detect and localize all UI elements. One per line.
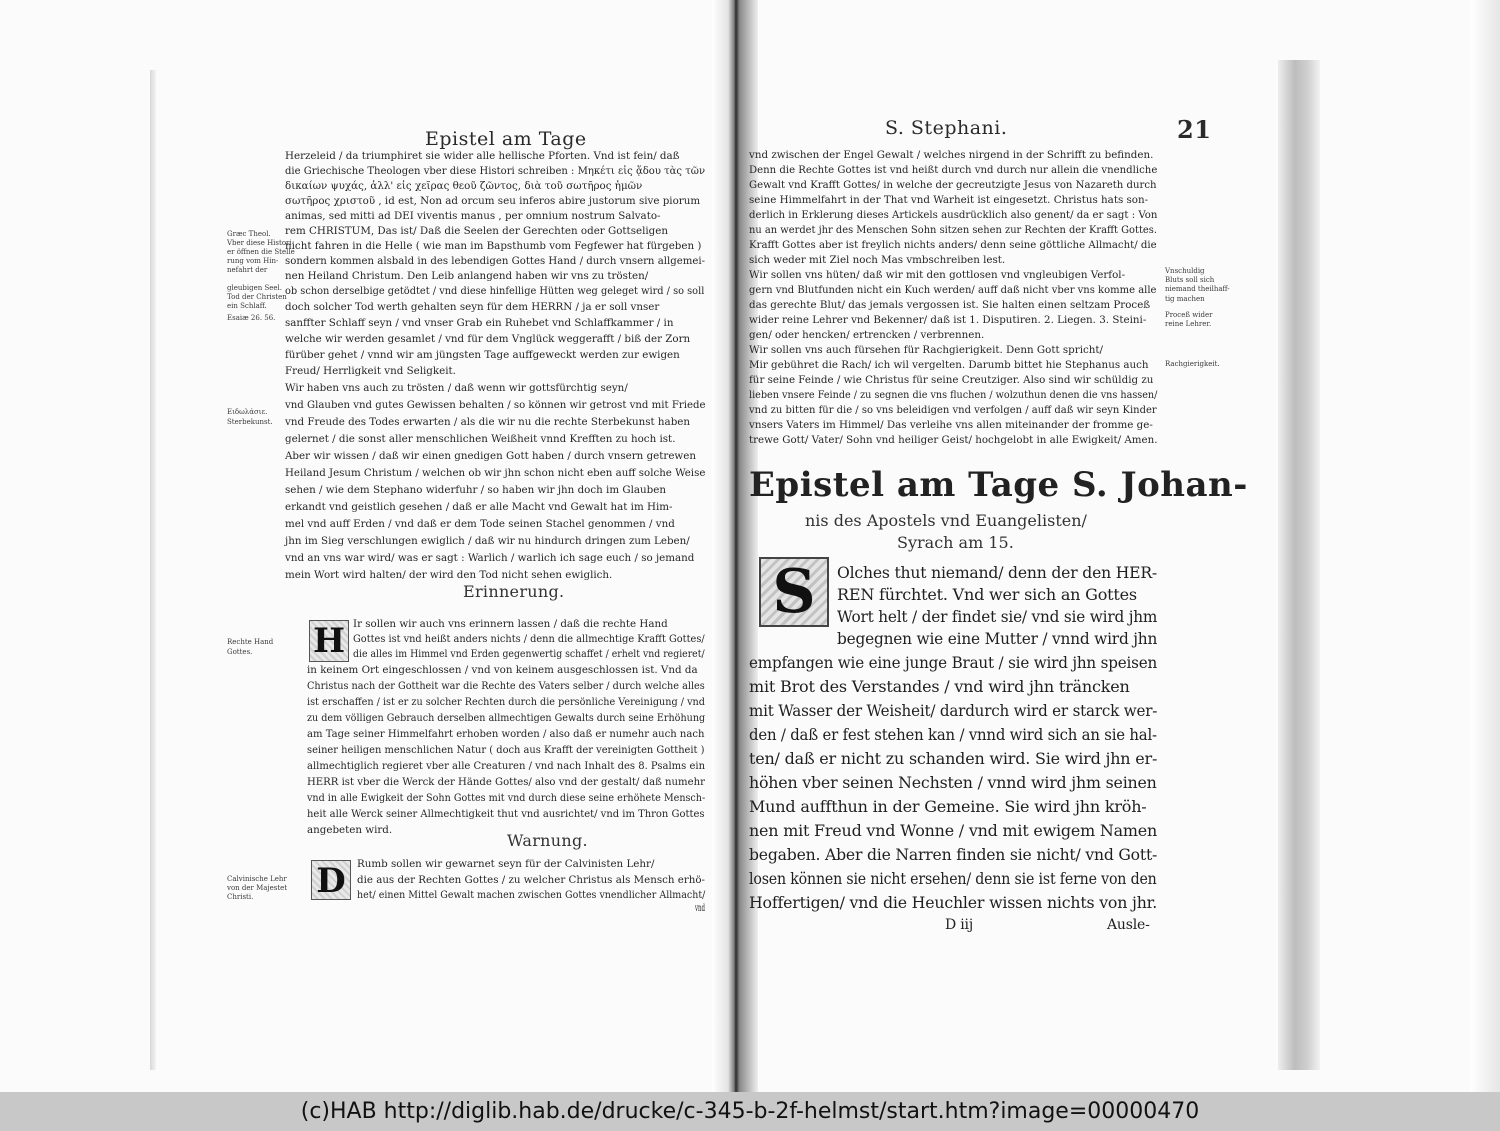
side-note-line: gleubigen Seel.: [227, 284, 282, 292]
text-line: sich weder mit Ziel noch Mas vmbschreiben lest.: [749, 254, 1006, 266]
text-line: Wir haben vns auch zu trösten / daß wenn wir gottsfürchtig seyn/: [285, 382, 628, 394]
side-note-line: reine Lehrer.: [1165, 320, 1212, 328]
text-line: nicht fahren in die Helle ( wie man im Bapsthumb vom Fegfewer hat fürgeben ): [285, 240, 702, 252]
text-line: Wir sollen vns auch fürsehen für Rachgierigkeit. Denn Gott spricht/: [749, 344, 1103, 356]
text-line: nen mit Freud vnd Wonne / vnd mit ewigem Namen: [749, 821, 1158, 840]
epistle-reference: Syrach am 15.: [897, 533, 1014, 552]
side-note-line: Vber diese Histori: [227, 239, 292, 247]
text-line: wider reine Lehrer vnd Bekenner/ daß ist 1. Disputiren. 2. Liegen. 3. Steini-: [749, 314, 1147, 326]
text-line: die alles im Himmel vnd Erden gegenwertig schaffet / erhelt vnd regieret/: [353, 648, 705, 660]
text-line: für seine Feinde / wie Christus für seine Creutziger. Also sind wir schüldig zu: [749, 374, 1154, 386]
left-page: [225, 118, 715, 918]
text-line: begegnen wie eine Mutter / vnnd wird jhn: [837, 629, 1158, 648]
side-note-line: von der Majestet: [227, 884, 288, 892]
text-line: nu an werdet jhr des Menschen Sohn sitzen sehen zur Rechten der Krafft Gottes.: [749, 224, 1157, 236]
text-line: vnd Freude des Todes erwarten / als die wir nu die rechte Sterbekunst haben: [285, 416, 691, 428]
text-line: Wir sollen vns hüten/ daß wir mit den gottlosen vnd vngleubigen Verfol-: [749, 269, 1126, 281]
text-line: vnd an vns war wird/ was er sagt : Warlich / warlich ich sage euch / so jemand: [285, 552, 695, 564]
text-line: die Griechische Theologen vber diese Histori schreiben : Μηκέτι εἰς ᾅδου τὰς τῶν: [285, 165, 706, 177]
text-line: begaben. Aber die Narren finden sie nicht/ vnd Gott-: [749, 845, 1158, 864]
text-line: jhn im Sieg verschlungen ewiglich / daß wir nu hindurch dringen zum Leben/: [285, 535, 690, 547]
epistle-title: Epistel am Tage S. Johan-: [749, 465, 1248, 505]
side-note-line: Ειδωλάσιε.: [227, 408, 268, 416]
text-line: vnd zu bitten für die / so vns beleidigen vnd verfolgen / auff daß wir seyn Kinder: [749, 404, 1157, 416]
side-note-line: tig machen: [1165, 295, 1205, 303]
side-note-line: Rechte Hand: [227, 638, 274, 646]
text-line: gelernet / die sonst aller menschlichen Weißheit vnnd Krefften zu hoch ist.: [285, 433, 676, 445]
text-line: zu dem völligen Gebrauch derselben allmechtigen Gewalts durch seine Erhöhung: [307, 712, 706, 724]
text-line: rem CHRISTUM, Das ist/ Daß die Seelen der Gerechten oder Gottseligen: [285, 225, 668, 237]
text-line: seine Himmelfahrt in der That vnd Warheit ist eingesetzt. Christus hats son-: [749, 194, 1149, 206]
side-note-line: niemand theilhaff-: [1165, 285, 1230, 293]
catchword: Ausle-: [1107, 917, 1150, 933]
text-line: welche wir werden gesamlet / vnd für dem Vnglück weggerafft / biß der Zorn: [285, 333, 691, 345]
text-line: empfangen wie eine junge Braut / sie wird jhn speisen: [749, 653, 1158, 672]
signature-mark: D iij: [945, 917, 973, 933]
text-line: δικαίων ψυχάς, ἀλλ' εἰς χεῖρας θεοῦ ζῶντος, διὰ τοῦ σωτῆρος ἡμῶν: [285, 180, 643, 192]
side-note-line: rung vom Hin-: [227, 257, 279, 265]
text-line: vnd in alle Ewigkeit der Sohn Gottes mit vnd durch diese seine erhöhete Mensch-: [307, 792, 706, 804]
left-page-edge: [150, 70, 156, 1070]
right-page-header: S. Stephani.: [885, 117, 1008, 139]
text-line: das gerechte Blut/ das jemals vergossen ist. Sie halten einen seltzam Proceß: [749, 299, 1151, 311]
text-line: ten/ daß er nicht zu schanden wird. Sie wird jhn er-: [749, 749, 1158, 768]
right-page: [745, 115, 1248, 935]
left-page-header: Epistel am Tage: [425, 128, 587, 150]
text-line: mit Wasser der Weisheit/ dardurch wird er starck wer-: [749, 701, 1158, 720]
text-line: Rumb sollen wir gewarnet seyn für der Calvinisten Lehr/: [357, 858, 655, 870]
right-page-edge: [1278, 60, 1320, 1070]
text-line: in keinem Ort eingeschlossen / vnd von keinem ausgeschlossen ist. Vnd da: [307, 664, 698, 676]
dropcap-s: S: [759, 557, 829, 627]
text-line: ob schon derselbige getödtet / vnd diese hinfellige Hütten weg geleget wird / so soll: [285, 285, 705, 297]
text-line: het/ einen Mittel Gewalt machen zwischen Gottes vnendlicher Allmacht/: [357, 889, 706, 901]
side-note-line: Calvinische Lehr: [227, 875, 287, 883]
text-line: gen/ oder hencken/ ertrencken / verbrennen.: [749, 329, 985, 341]
page-number: 21: [1177, 115, 1212, 144]
text-line: vnd Glauben vnd gutes Gewissen behalten / so können wir getrost vnd mit Friede: [285, 399, 706, 411]
side-note-line: Esaiæ 26. 56.: [227, 314, 276, 322]
dropcap-h: H: [309, 620, 349, 662]
text-line: lieben vnsere Feinde / zu segnen die vns fluchen / wolzuthun denen die vns hassen/: [749, 389, 1158, 401]
text-line: erkandt vnd geistlich gesehen / daß er alle Macht vnd Gewalt hat im Him-: [285, 501, 673, 513]
text-line: Heiland Jesum Christum / welchen ob wir jhn schon nicht eben auff solche Weise: [285, 467, 706, 479]
text-line: höhen vber seinen Nechsten / vnnd wird jhm seinen: [749, 773, 1157, 792]
text-line: fürüber gehet / vnnd wir am jüngsten Tage auffgeweckt werden zur ewigen: [285, 349, 680, 361]
text-line: seiner heiligen menschlichen Natur ( doch aus Krafft der vereinigten Gottheit ): [307, 744, 705, 756]
text-line: ist erschaffen / ist er zu solcher Rechten durch die persönliche Vereinigung / vnd: [307, 696, 705, 708]
side-note-line: Gottes.: [227, 648, 253, 656]
text-line: doch solcher Tod werth gehalten seyn für dem HERRN / ja er soll vnser: [285, 301, 660, 313]
copyright-footer: [0, 1092, 1500, 1131]
footer-text: (c)HAB http://diglib.hab.de/drucke/c-345-b-2f-helmst/start.htm?image=00000470: [300, 1099, 1200, 1124]
text-line: sehen / wie dem Stephano widerfuhr / so haben wir jhn doch im Glauben: [285, 484, 666, 496]
text-line: vnd zwischen der Engel Gewalt / welches nirgend in der Schrifft zu befinden.: [749, 149, 1154, 161]
side-note-line: Bluts soll sich: [1165, 276, 1215, 284]
text-line: mel vnd auff Erden / vnd daß er dem Tode seinen Stachel genommen / vnd: [285, 518, 675, 530]
text-line: Mir gebühret die Rach/ ich wil vergelten. Darumb bittet hie Stephanus auch: [749, 359, 1149, 371]
side-note-line: Rachgierigkeit.: [1165, 360, 1220, 368]
text-line: σωτῆρος χριστοῦ , id est, Non ad orcum seu inferos abire justorum sive piorum: [285, 195, 701, 207]
side-note-line: Græc Theol.: [227, 230, 271, 238]
side-note-line: Vnschuldig: [1165, 267, 1205, 275]
text-line: Mund auffthun in der Gemeine. Sie wird jhn kröh-: [749, 797, 1147, 816]
text-line: heit alle Werck seiner Allmechtigkeit thut vnd ausrichtet/ vnd im Thron Gottes: [307, 808, 705, 820]
scan-border: [1470, 0, 1500, 1092]
text-line: gern vnd Blutfunden nicht ein Kuch werden/ auff daß nicht vber vns komme alle: [749, 284, 1157, 296]
text-line: vnsers Vaters im Himmel/ Das verleihe vns allen miteinander der fromme ge-: [749, 419, 1153, 431]
section-title-erinnerung: Erinnerung.: [463, 582, 565, 601]
text-line: HERR ist vber die Werck der Hände Gottes/ also vnd der gestalt/ daß numehr: [307, 776, 705, 788]
text-line: Gottes ist vnd heißt anders nichts / denn die allmechtige Krafft Gottes/: [353, 633, 705, 645]
text-line: sanffter Schlaff seyn / vnd vnser Grab ein Ruhebet vnd Schlaffkammer / in: [285, 317, 674, 329]
text-line: trewe Gott/ Vater/ Sohn vnd heiliger Geist/ hochgelobt in alle Ewigkeit/ Amen.: [749, 434, 1158, 446]
text-line: den / daß er fest stehen kan / vnnd wird sich an sie hal-: [749, 725, 1157, 744]
text-line: Herzeleid / da triumphiret sie wider alle hellische Pforten. Vnd ist fein/ daß: [285, 150, 680, 162]
text-line: Denn die Rechte Gottes ist vnd heißt durch vnd durch nur allein die vnendliche: [749, 164, 1158, 176]
text-line: Ir sollen wir auch vns erinnern lassen / daß die rechte Hand: [353, 618, 668, 630]
catchword: vnd: [695, 902, 706, 914]
text-line: angebeten wird.: [307, 824, 393, 836]
text-line: sondern kommen alsbald in des lebendigen Gottes Hand / durch vnsern allgemei-: [285, 255, 706, 267]
side-note-line: Proceß wider: [1165, 311, 1213, 319]
text-line: Olches thut niemand/ denn der den HER-: [837, 563, 1158, 582]
dropcap-d: D: [311, 860, 351, 900]
side-note-line: nefahrt der: [227, 266, 268, 274]
side-note-line: Christi.: [227, 893, 254, 901]
text-line: allmechtiglich regieret vber alle Creaturen / vnd nach Inhalt des 8. Psalms ein: [307, 760, 706, 772]
side-note-line: Tod der Christen: [227, 293, 287, 301]
text-line: Hoffertigen/ vnd die Heuchler wissen nichts von jhr.: [749, 893, 1158, 912]
text-line: mein Wort wird halten/ der wird den Tod nicht sehen ewiglich.: [285, 569, 613, 581]
side-note-line: er öffnen die Stelle: [227, 248, 295, 256]
text-line: Freud/ Herrligkeit vnd Seligkeit.: [285, 365, 456, 377]
text-line: am Tage seiner Himmelfahrt erhoben worden / also daß er numehr auch nach: [307, 728, 705, 740]
section-title-warnung: Warnung.: [507, 831, 588, 850]
text-line: animas, sed mitti ad DEI viventis manus , per omnium nostrum Salvato-: [285, 210, 661, 222]
text-line: derlich in Erklerung dieses Artickels ausdrücklich also genent/ da er sagt : Von: [749, 209, 1158, 221]
side-note-line: ein Schlaff.: [227, 302, 267, 310]
text-line: Wort helt / der findet sie/ vnd sie wird jhm: [837, 607, 1158, 626]
text-line: Aber wir wissen / daß wir einen gnedigen Gott haben / durch vnsern getrewen: [285, 450, 696, 462]
side-note-line: Sterbekunst.: [227, 418, 273, 426]
epistle-subtitle: nis des Apostels vnd Euangelisten/: [805, 511, 1087, 530]
text-line: Christus nach der Gottheit war die Rechte des Vaters selber / durch welche alles: [307, 680, 705, 692]
text-line: die aus der Rechten Gottes / zu welcher Christus als Mensch erhö-: [357, 874, 705, 886]
text-line: Krafft Gottes aber ist freylich nichts anders/ denn seine göttliche Allmacht/ die: [749, 239, 1157, 251]
text-line: Gewalt vnd Krafft Gottes/ in welche der gecreutzigte Jesus von Nazareth durch: [749, 179, 1157, 191]
text-line: nen Heiland Christum. Den Leib anlangend haben wir vns zu trösten/: [285, 270, 649, 282]
text-line: losen können sie nicht ersehen/ denn sie ist ferne von den: [749, 869, 1157, 888]
text-line: REN fürchtet. Vnd wer sich an Gottes: [837, 585, 1137, 604]
text-line: mit Brot des Verstandes / vnd wird jhn träncken: [749, 677, 1130, 696]
